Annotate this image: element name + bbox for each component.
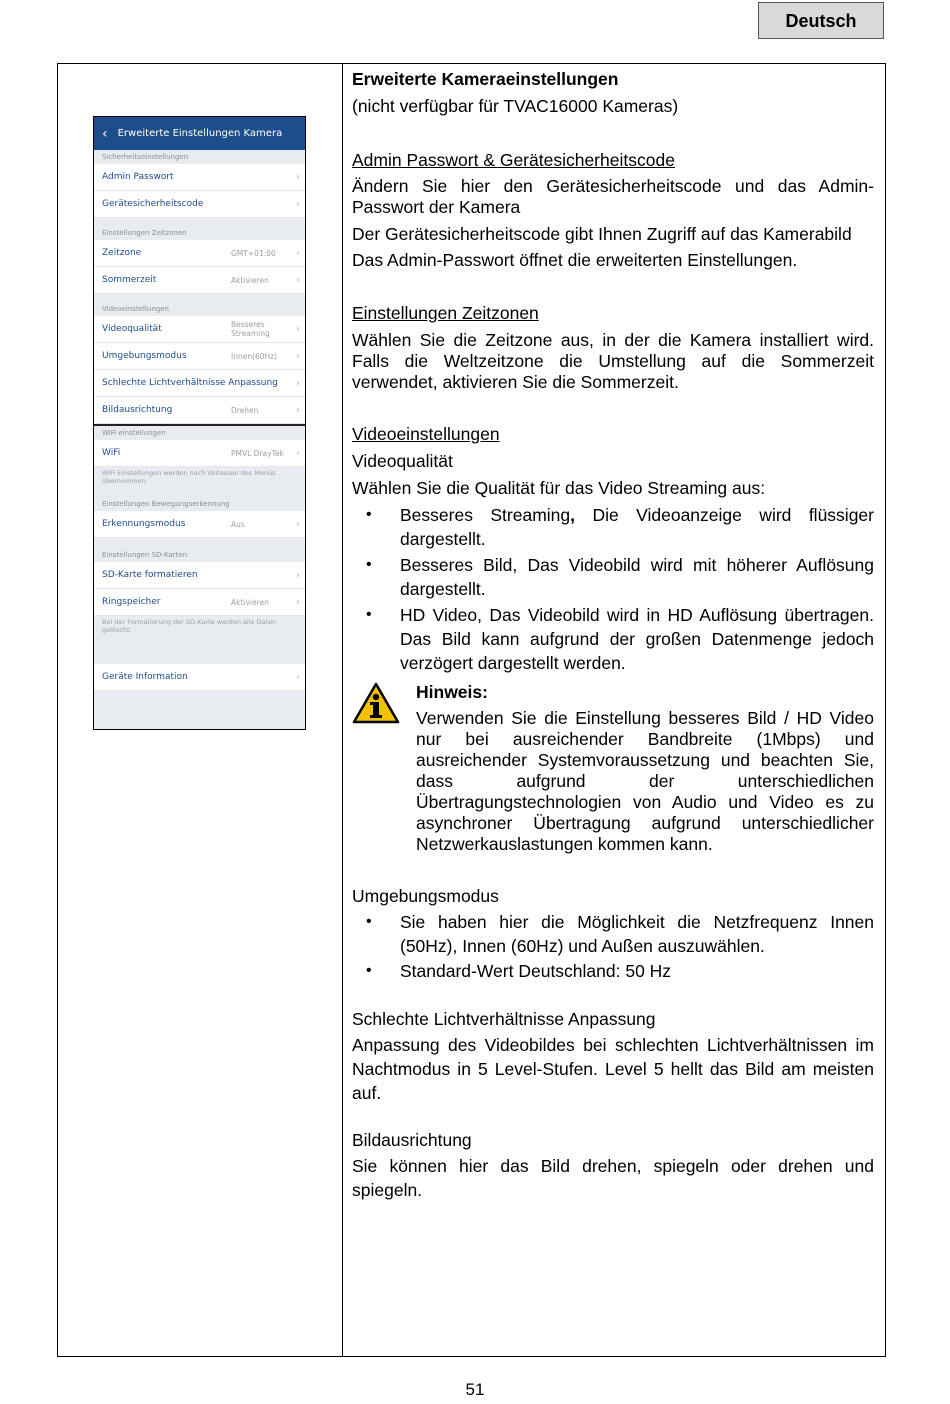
row-timezone[interactable] (94, 240, 305, 267)
video-bullet-1-comma: , (570, 505, 593, 525)
row-orientation[interactable] (94, 397, 305, 424)
chevron-right-icon: › (296, 247, 300, 259)
chevron-right-icon: › (296, 323, 300, 335)
row-ring-storage[interactable] (94, 589, 305, 616)
admin-paragraph-2: Der Gerätesicherheitscode gibt Ihnen Zugriff auf das Kamerabild (352, 224, 852, 244)
chevron-right-icon: › (296, 447, 300, 459)
warning-icon (352, 682, 400, 724)
admin-heading: Admin Passwort & Gerätesicherheitscode (352, 150, 675, 170)
section-security: Sicherheitseinstellungen (102, 153, 189, 161)
row-value: Besseres Streaming (231, 320, 270, 338)
section-title: Erweiterte Kameraeinstellungen (352, 69, 619, 89)
hint-title: Hinweis: (416, 682, 488, 702)
section-wifi: WiFi einstellungen (102, 429, 166, 437)
row-value: GMT+01:00 (231, 248, 276, 258)
row-value: Aktivieren (231, 275, 269, 285)
row-value: Innen(60Hz) (231, 351, 278, 361)
row-summertime[interactable] (94, 267, 305, 294)
timezone-paragraph: Wählen Sie die Zeitzone aus, in der die Kamera installiert wird. Falls die Weltzeitzone die Umstellung auf die Sommerzeit verwendet, aktivieren Sie die Sommerzeit. (352, 330, 874, 392)
section-video: Videoeinstellungen (102, 305, 169, 313)
phone-header-title: Erweiterte Einstellungen Kamera (117, 128, 283, 139)
row-sd-format[interactable] (94, 562, 305, 589)
video-bullet-1-term: Besseres Streaming (400, 505, 571, 525)
hint-body: Verwenden Sie die Einstellung besseres Bild / HD Video nur bei ausreichender Bandbreite (1Mbps) und ausreichender Systemvoraussetzung und beachten Sie, dass aufgrund der unterschiedlichen Übertragungstechnologien von Audio und Video es zu asynchroner Übertragung aufgrund unterschiedlicher Netzwerkauslastungen kommen kann. (416, 708, 874, 854)
lowlight-paragraph: Anpassung des Videobildes bei schlechten Lichtverhältnissen im Nachtmodus in 5 Level-Stufen. Level 5 hellt das Bild am meisten auf. (352, 1035, 874, 1103)
row-label: Videoqualität (102, 324, 162, 334)
row-label: Ringspeicher (102, 597, 161, 607)
row-admin-password[interactable] (94, 164, 305, 191)
lowlight-heading: Schlechte Lichtverhältnisse Anpassung (352, 1009, 656, 1029)
phone-screenshot (93, 116, 306, 730)
sd-note: Bei der Formatierung der SD-Karte werden alle Daten gelöscht. (102, 618, 277, 634)
row-value: Drehen (231, 405, 259, 415)
row-label: Zeitzone (102, 248, 142, 258)
chevron-right-icon: › (296, 518, 300, 530)
row-label: Geräte Information (102, 672, 188, 682)
row-label: Schlechte Lichtverhältnisse Anpassung (102, 378, 278, 388)
chevron-right-icon: › (296, 274, 300, 286)
row-environment[interactable] (94, 343, 305, 370)
wifi-note: WiFi Einstellungen werden nach Verlassen des Menüs übernommen. (102, 469, 276, 485)
row-label: Admin Passwort (102, 172, 174, 182)
orientation-paragraph: Sie können hier das Bild drehen, spiegeln oder drehen und spiegeln. (352, 1156, 874, 1200)
environment-bullet-2: Standard-Wert Deutschland: 50 Hz (400, 961, 672, 981)
video-bullet-3: HD Video, Das Videobild wird in HD Auflösung übertragen. Das Bild kann aufgrund der großen Datenmenge jedoch verzögert dargestellt werden. (400, 605, 874, 673)
row-low-light[interactable] (94, 370, 305, 397)
phone-header (94, 117, 305, 150)
row-label: Sommerzeit (102, 275, 157, 285)
row-value: PMVL DrayTek (231, 448, 284, 458)
section-motion: Einstellungen Bewegungserkennung (102, 500, 230, 508)
video-subheading: Videoqualität (352, 451, 453, 471)
video-bullet-1 (400, 503, 874, 551)
back-chevron-icon[interactable]: ‹ (102, 125, 108, 142)
row-wifi[interactable] (94, 440, 305, 467)
video-bullet-2: Besseres Bild, Das Videobild wird mit höherer Auflösung dargestellt. (400, 555, 874, 599)
row-label: WiFi (102, 448, 121, 458)
admin-paragraph-3: Das Admin-Passwort öffnet die erweiterten Einstellungen. (352, 250, 798, 270)
video-bullet-1-desc: Die Videoanzeige wird flüssiger dargestellt. (400, 505, 874, 549)
row-label: Bildausrichtung (102, 405, 173, 415)
page-number: 51 (465, 1380, 485, 1399)
row-label: SD-Karte formatieren (102, 570, 198, 580)
language-tab: Deutsch (758, 2, 884, 39)
row-video-quality[interactable] (94, 316, 305, 343)
timezone-heading: Einstellungen Zeitzonen (352, 303, 539, 323)
admin-paragraph-1: Ändern Sie hier den Gerätesicherheitscode und das Admin-Passwort der Kamera (352, 176, 874, 217)
bullet-icon: • (366, 506, 372, 523)
row-value: Aktivieren (231, 597, 269, 607)
section-sd: Einstellungen SD-Karten (102, 551, 188, 559)
row-device-info[interactable] (94, 664, 305, 691)
bullet-icon: • (366, 962, 372, 979)
row-device-code[interactable] (94, 191, 305, 218)
chevron-right-icon: › (296, 596, 300, 608)
orientation-heading: Bildausrichtung (352, 1130, 472, 1150)
environment-heading: Umgebungsmodus (352, 886, 499, 906)
environment-bullet-1: Sie haben hier die Möglichkeit die Netzfrequenz Innen (50Hz), Innen (60Hz) und Außen auszuwählen. (400, 912, 874, 956)
section-timezone: Einstellungen Zeitzonen (102, 229, 187, 237)
chevron-right-icon: › (296, 377, 300, 389)
row-value: Aus (231, 519, 245, 529)
row-label: Gerätesicherheitscode (102, 199, 204, 209)
bullet-icon: • (366, 606, 372, 623)
row-label: Umgebungsmodus (102, 351, 187, 361)
row-label: Erkennungsmodus (102, 519, 186, 529)
chevron-right-icon: › (296, 671, 300, 683)
chevron-right-icon: › (296, 404, 300, 416)
column-divider (342, 63, 343, 1357)
video-intro: Wählen Sie die Qualität für das Video Streaming aus: (352, 478, 766, 498)
row-detection[interactable] (94, 511, 305, 538)
bullet-icon: • (366, 556, 372, 573)
chevron-right-icon: › (296, 350, 300, 362)
video-heading: Videoeinstellungen (352, 424, 500, 444)
chevron-right-icon: › (296, 171, 300, 183)
bullet-icon: • (366, 913, 372, 930)
section-subtitle: (nicht verfügbar für TVAC16000 Kameras) (352, 96, 679, 116)
chevron-right-icon: › (296, 569, 300, 581)
chevron-right-icon: › (296, 198, 300, 210)
